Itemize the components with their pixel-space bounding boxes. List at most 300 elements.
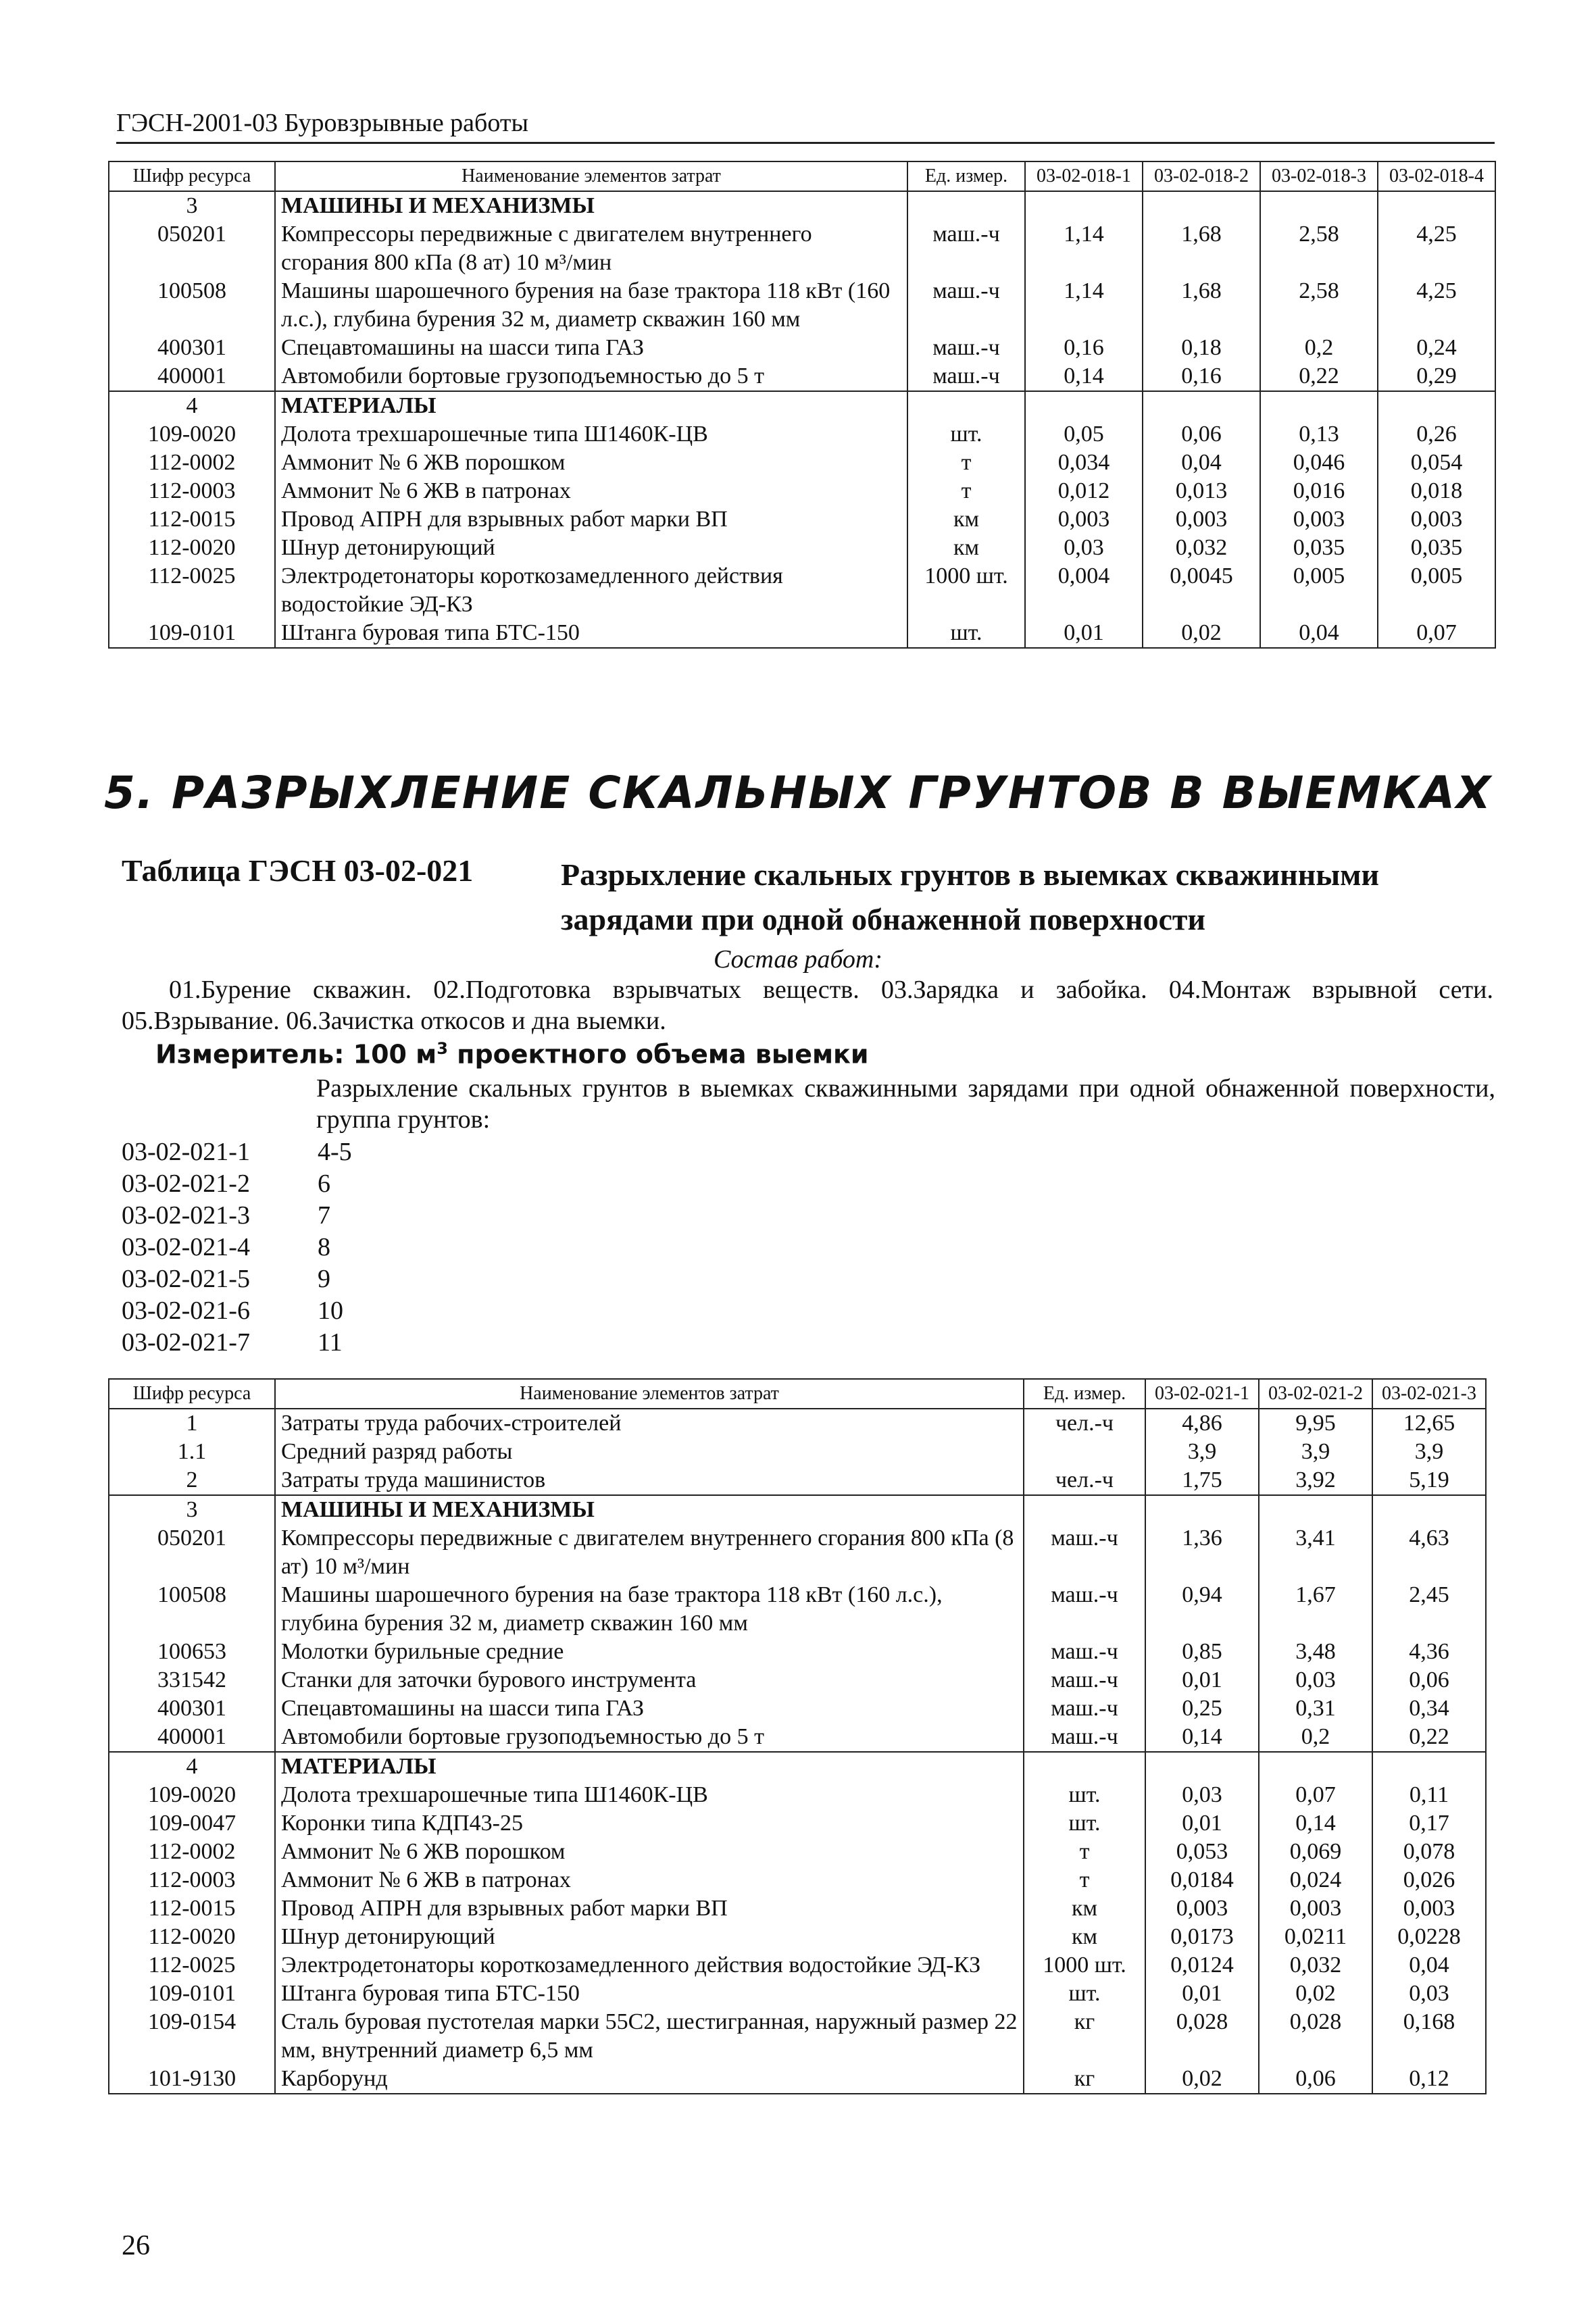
unit-cell: кг: [1024, 2065, 1145, 2094]
unit-cell: маш.-ч: [907, 220, 1025, 277]
value-cell: 0,07: [1378, 619, 1495, 648]
resource-name: Аммонит № 6 ЖВ в патронах: [275, 477, 907, 505]
column-header: Шифр ресурса: [109, 161, 275, 191]
unit-cell: шт.: [1024, 1809, 1145, 1838]
value-cell: 0,06: [1143, 420, 1260, 449]
resource-name: Машины шарошечного бурения на базе трактора 118 кВт (160 л.с.), глубина бурения 32 м, диаметр скважин 160 мм: [275, 277, 907, 334]
unit-cell: шт.: [1024, 1980, 1145, 2008]
unit-cell: шт.: [907, 420, 1025, 449]
value-cell: 0,0045: [1143, 562, 1260, 619]
group-row: [109, 191, 1495, 220]
value-cell: [1025, 191, 1143, 220]
value-cell: 2,45: [1372, 1581, 1486, 1638]
resource-code: 400001: [109, 1723, 275, 1752]
norm-code-row: [122, 1136, 352, 1168]
resource-code: 4: [109, 1752, 275, 1781]
value-cell: 0,003: [1378, 505, 1495, 534]
resource-code: 400301: [109, 1694, 275, 1723]
resource-name: Шнур детонирующий: [275, 1923, 1024, 1951]
resource-code: 109-0020: [109, 420, 275, 449]
resource-name: Затраты труда машинистов: [275, 1466, 1024, 1495]
value-cell: 0,004: [1025, 562, 1143, 619]
table-row: [109, 1666, 1486, 1694]
unit-cell: км: [1024, 1894, 1145, 1923]
table-row: [109, 1980, 1486, 2008]
value-cell: 0,22: [1372, 1723, 1486, 1752]
resource-code: 109-0047: [109, 1809, 275, 1838]
unit-cell: [1024, 1752, 1145, 1781]
value-cell: 0,12: [1372, 2065, 1486, 2094]
resource-code: 3: [109, 1495, 275, 1524]
column-header: 03-02-021-2: [1259, 1379, 1372, 1409]
unit-cell: маш.-ч: [907, 362, 1025, 391]
value-cell: 0,04: [1260, 619, 1378, 648]
table-row: [109, 534, 1495, 562]
resource-name: Молотки бурильные средние: [275, 1638, 1024, 1666]
table-row: [109, 1951, 1486, 1980]
value-cell: 0,01: [1145, 1980, 1259, 2008]
resource-code: 2: [109, 1466, 275, 1495]
value-cell: 0,13: [1260, 420, 1378, 449]
soil-group: 8: [318, 1233, 330, 1261]
value-cell: 0,31: [1259, 1694, 1372, 1723]
norm-code: 03-02-021-2: [122, 1169, 250, 1198]
value-cell: 1,14: [1025, 220, 1143, 277]
table-row: [109, 2065, 1486, 2094]
value-cell: 0,013: [1143, 477, 1260, 505]
resource-name: Долота трехшарошечные типа Ш1460К-ЦВ: [275, 420, 907, 449]
value-cell: 0,168: [1372, 2008, 1486, 2065]
resource-name: МАТЕРИАЛЫ: [275, 391, 907, 420]
value-cell: 0,054: [1378, 449, 1495, 477]
resource-name: Коронки типа КДП43-25: [275, 1809, 1024, 1838]
norm-code-row: [122, 1327, 352, 1359]
resource-code: 3: [109, 191, 275, 220]
unit-cell: маш.-ч: [1024, 1723, 1145, 1752]
table-title: Разрыхление скальных грунтов в выемках скважинными зарядами при одной обнаженной поверхности: [561, 857, 1380, 936]
value-cell: [1259, 1495, 1372, 1524]
unit-cell: км: [1024, 1923, 1145, 1951]
value-cell: 0,005: [1260, 562, 1378, 619]
resource-code: 050201: [109, 220, 275, 277]
value-cell: 4,25: [1378, 220, 1495, 277]
resource-name: Компрессоры передвижные с двигателем внутреннего сгорания 800 кПа (8 ат) 10 м³/мин: [275, 220, 907, 277]
value-cell: 3,48: [1259, 1638, 1372, 1666]
column-header: Ед. измер.: [1024, 1379, 1145, 1409]
value-cell: 0,003: [1260, 505, 1378, 534]
resource-code: 331542: [109, 1666, 275, 1694]
value-cell: 1,68: [1143, 220, 1260, 277]
table-row: [109, 1781, 1486, 1809]
unit-cell: маш.-ч: [1024, 1666, 1145, 1694]
value-cell: 0,05: [1025, 420, 1143, 449]
value-cell: 0,2: [1260, 334, 1378, 362]
group-row: [109, 391, 1495, 420]
norm-code: 03-02-021-7: [122, 1328, 250, 1357]
resource-name: Аммонит № 6 ЖВ порошком: [275, 1838, 1024, 1866]
column-header: 03-02-021-3: [1372, 1379, 1486, 1409]
value-cell: [1372, 1495, 1486, 1524]
unit-cell: км: [907, 505, 1025, 534]
value-cell: 0,024: [1259, 1866, 1372, 1894]
norm-code-row: [122, 1232, 352, 1263]
resource-name: Штанга буровая типа БТС-150: [275, 619, 907, 648]
table-row: [109, 449, 1495, 477]
table-row: [109, 1694, 1486, 1723]
value-cell: 0,25: [1145, 1694, 1259, 1723]
value-cell: 9,95: [1259, 1409, 1372, 1438]
value-cell: 0,03: [1372, 1980, 1486, 2008]
resource-code: 1.1: [109, 1438, 275, 1466]
value-cell: 0,11: [1372, 1781, 1486, 1809]
value-cell: [1260, 391, 1378, 420]
resource-code: 112-0003: [109, 1866, 275, 1894]
group-row: [109, 1752, 1486, 1781]
value-cell: 0,04: [1372, 1951, 1486, 1980]
resource-code: 112-0025: [109, 562, 275, 619]
resource-name: Спецавтомашины на шасси типа ГАЗ: [275, 334, 907, 362]
resource-code: 112-0015: [109, 1894, 275, 1923]
norm-code: 03-02-021-3: [122, 1201, 250, 1230]
unit-cell: шт.: [1024, 1781, 1145, 1809]
work-composition-heading: Состав работ:: [713, 945, 883, 974]
value-cell: 0,17: [1372, 1809, 1486, 1838]
table-row: [109, 1723, 1486, 1752]
soil-group: 6: [318, 1169, 330, 1198]
resource-code: 109-0020: [109, 1781, 275, 1809]
value-cell: 0,01: [1025, 619, 1143, 648]
table-header-row: [109, 161, 1495, 191]
column-header: Наименование элементов затрат: [275, 1379, 1024, 1409]
resource-name: Штанга буровая типа БТС-150: [275, 1980, 1024, 2008]
value-cell: 0,026: [1372, 1866, 1486, 1894]
value-cell: 0,01: [1145, 1809, 1259, 1838]
unit-cell: маш.-ч: [1024, 1524, 1145, 1581]
table-row: [109, 1466, 1486, 1495]
resource-name: Аммонит № 6 ЖВ в патронах: [275, 1866, 1024, 1894]
value-cell: 0,028: [1145, 2008, 1259, 2065]
unit-cell: чел.-ч: [1024, 1466, 1145, 1495]
table-row: [109, 1838, 1486, 1866]
resource-name: Карборунд: [275, 2065, 1024, 2094]
value-cell: [1143, 391, 1260, 420]
resource-name: МАШИНЫ И МЕХАНИЗМЫ: [275, 1495, 1024, 1524]
measure-unit: [155, 1039, 868, 1070]
value-cell: [1145, 1752, 1259, 1781]
value-cell: 0,03: [1259, 1666, 1372, 1694]
resource-code: 100508: [109, 1581, 275, 1638]
resource-code: 050201: [109, 1524, 275, 1581]
resource-name: Компрессоры передвижные с двигателем внутреннего сгорания 800 кПа (8 ат) 10 м³/мин: [275, 1524, 1024, 1581]
unit-cell: чел.-ч: [1024, 1409, 1145, 1438]
column-header: 03-02-018-1: [1025, 161, 1143, 191]
table-row: [109, 277, 1495, 334]
unit-cell: [1024, 1438, 1145, 1466]
resource-table-021: [108, 1378, 1487, 2094]
table-row: [109, 2008, 1486, 2065]
unit-cell: 1000 шт.: [907, 562, 1025, 619]
resource-name: Долота трехшарошечные типа Ш1460К-ЦВ: [275, 1781, 1024, 1809]
column-header: Наименование элементов затрат: [275, 161, 907, 191]
resource-name: МАТЕРИАЛЫ: [275, 1752, 1024, 1781]
table-header-row: [109, 1379, 1486, 1409]
unit-cell: т: [1024, 1838, 1145, 1866]
resource-name: Машины шарошечного бурения на базе трактора 118 кВт (160 л.с.), глубина бурения 32 м, диаметр скважин 160 мм: [275, 1581, 1024, 1638]
resource-code: 112-0020: [109, 1923, 275, 1951]
value-cell: 1,67: [1259, 1581, 1372, 1638]
table-row: [109, 477, 1495, 505]
value-cell: 0,14: [1145, 1723, 1259, 1752]
value-cell: 0,0184: [1145, 1866, 1259, 1894]
table-row: [109, 562, 1495, 619]
resource-code: 1: [109, 1409, 275, 1438]
value-cell: 12,65: [1372, 1409, 1486, 1438]
resource-code: 400301: [109, 334, 275, 362]
measure-tail: проектного объема выемки: [447, 1039, 869, 1070]
resource-code: 101-9130: [109, 2065, 275, 2094]
value-cell: [1260, 191, 1378, 220]
value-cell: 0,07: [1259, 1781, 1372, 1809]
value-cell: [1378, 391, 1495, 420]
value-cell: 0,078: [1372, 1838, 1486, 1866]
value-cell: 0,0173: [1145, 1923, 1259, 1951]
unit-cell: км: [907, 534, 1025, 562]
table-row: [109, 1923, 1486, 1951]
value-cell: 0,0211: [1259, 1923, 1372, 1951]
norm-code: 03-02-021-1: [122, 1138, 250, 1166]
value-cell: 4,36: [1372, 1638, 1486, 1666]
resource-name: Электродетонаторы короткозамедленного действия водостойкие ЭД-КЗ: [275, 1951, 1024, 1980]
value-cell: 0,003: [1259, 1894, 1372, 1923]
value-cell: 0,0228: [1372, 1923, 1486, 1951]
norm-code: 03-02-021-6: [122, 1297, 250, 1325]
group-row: [109, 1495, 1486, 1524]
value-cell: 0,035: [1260, 534, 1378, 562]
resource-code: 112-0025: [109, 1951, 275, 1980]
table-row: [109, 420, 1495, 449]
value-cell: 0,034: [1025, 449, 1143, 477]
measure-label: Измеритель: 100 м: [155, 1039, 437, 1070]
value-cell: 0,14: [1025, 362, 1143, 391]
resource-code: 100653: [109, 1638, 275, 1666]
resource-name: Провод АПРН для взрывных работ марки ВП: [275, 1894, 1024, 1923]
unit-cell: т: [907, 449, 1025, 477]
column-header: Шифр ресурса: [109, 1379, 275, 1409]
unit-cell: маш.-ч: [1024, 1581, 1145, 1638]
value-cell: 0,02: [1143, 619, 1260, 648]
value-cell: 0,04: [1143, 449, 1260, 477]
table-label: Таблица ГЭСН 03-02-021: [122, 853, 474, 888]
value-cell: 0,0124: [1145, 1951, 1259, 1980]
value-cell: 1,36: [1145, 1524, 1259, 1581]
resource-code: 109-0154: [109, 2008, 275, 2065]
value-cell: 0,003: [1025, 505, 1143, 534]
resource-code: 112-0002: [109, 449, 275, 477]
resource-name: Автомобили бортовые грузоподъемностью до 5 т: [275, 362, 907, 391]
value-cell: 0,035: [1378, 534, 1495, 562]
value-cell: 4,63: [1372, 1524, 1486, 1581]
resource-name: Спецавтомашины на шасси типа ГАЗ: [275, 1694, 1024, 1723]
value-cell: 0,03: [1145, 1781, 1259, 1809]
value-cell: 0,003: [1372, 1894, 1486, 1923]
resource-name: Средний разряд работы: [275, 1438, 1024, 1466]
value-cell: 1,14: [1025, 277, 1143, 334]
value-cell: [1372, 1752, 1486, 1781]
value-cell: 3,9: [1145, 1438, 1259, 1466]
norm-code: 03-02-021-4: [122, 1233, 250, 1261]
group-row: [109, 1409, 1486, 1438]
measure-exponent: 3: [437, 1039, 448, 1058]
value-cell: 0,018: [1378, 477, 1495, 505]
value-cell: 0,02: [1145, 2065, 1259, 2094]
unit-cell: маш.-ч: [1024, 1694, 1145, 1723]
resource-name: Станки для заточки бурового инструмента: [275, 1666, 1024, 1694]
column-header: Ед. измер.: [907, 161, 1025, 191]
value-cell: 0,053: [1145, 1838, 1259, 1866]
resource-code: 400001: [109, 362, 275, 391]
value-cell: 0,003: [1143, 505, 1260, 534]
resource-name: Шнур детонирующий: [275, 534, 907, 562]
norm-code-row: [122, 1295, 352, 1327]
value-cell: 0,2: [1259, 1723, 1372, 1752]
value-cell: 5,19: [1372, 1466, 1486, 1495]
column-header: 03-02-018-2: [1143, 161, 1260, 191]
table-row: [109, 1581, 1486, 1638]
page-header: ГЭСН-2001-03 Буровзрывные работы: [116, 108, 1495, 144]
resource-table-018: [108, 161, 1496, 649]
norm-code-list: [122, 1136, 352, 1359]
resource-code: 112-0020: [109, 534, 275, 562]
resource-code: 112-0002: [109, 1838, 275, 1866]
norm-code-row: [122, 1168, 352, 1200]
section-title: 5. РАЗРЫХЛЕНИЕ СКАЛЬНЫХ ГРУНТОВ В ВЫЕМКАХ: [103, 767, 1493, 819]
value-cell: 0,016: [1260, 477, 1378, 505]
unit-cell: [907, 191, 1025, 220]
value-cell: 0,032: [1143, 534, 1260, 562]
value-cell: 1,68: [1143, 277, 1260, 334]
resource-code: 112-0003: [109, 477, 275, 505]
value-cell: [1143, 191, 1260, 220]
value-cell: [1145, 1495, 1259, 1524]
table-row: [109, 1866, 1486, 1894]
column-header: 03-02-021-1: [1145, 1379, 1259, 1409]
norm-description: Разрыхление скальных грунтов в выемках скважинными зарядами при одной обнаженной поверхности, группа грунтов:: [316, 1074, 1495, 1134]
resource-code: 100508: [109, 277, 275, 334]
resource-name: Электродетонаторы короткозамедленного действия водостойкие ЭД-КЗ: [275, 562, 907, 619]
value-cell: 0,94: [1145, 1581, 1259, 1638]
value-cell: 0,24: [1378, 334, 1495, 362]
value-cell: 0,06: [1372, 1666, 1486, 1694]
value-cell: 0,069: [1259, 1838, 1372, 1866]
unit-cell: маш.-ч: [1024, 1638, 1145, 1666]
resource-code: 109-0101: [109, 1980, 275, 2008]
resource-name: Автомобили бортовые грузоподъемностью до 5 т: [275, 1723, 1024, 1752]
table-row: [109, 1438, 1486, 1466]
value-cell: 0,16: [1025, 334, 1143, 362]
norm-code-row: [122, 1200, 352, 1232]
value-cell: 0,003: [1145, 1894, 1259, 1923]
value-cell: 2,58: [1260, 277, 1378, 334]
unit-cell: шт.: [907, 619, 1025, 648]
resource-code: 112-0015: [109, 505, 275, 534]
work-composition-text: 01.Бурение скважин. 02.Подготовка взрывчатых веществ. 03.Зарядка и забойка. 04.Монтаж взрывной сети. 05.Взрывание. 06.Зачистка откосов и дна выемки.: [122, 976, 1493, 1035]
value-cell: 0,06: [1259, 2065, 1372, 2094]
unit-cell: маш.-ч: [907, 334, 1025, 362]
value-cell: [1259, 1752, 1372, 1781]
soil-group: 11: [318, 1328, 343, 1357]
norm-code-row: [122, 1263, 352, 1295]
unit-cell: [1024, 1495, 1145, 1524]
value-cell: 4,25: [1378, 277, 1495, 334]
value-cell: 0,012: [1025, 477, 1143, 505]
value-cell: 0,18: [1143, 334, 1260, 362]
unit-cell: 1000 шт.: [1024, 1951, 1145, 1980]
value-cell: 0,34: [1372, 1694, 1486, 1723]
value-cell: 0,032: [1259, 1951, 1372, 1980]
resource-code: 4: [109, 391, 275, 420]
unit-cell: кг: [1024, 2008, 1145, 2065]
value-cell: 3,9: [1372, 1438, 1486, 1466]
soil-group: 7: [318, 1201, 330, 1230]
resource-name: Сталь буровая пустотелая марки 55С2, шестигранная, наружный размер 22 мм, внутренний диаметр 6,5 мм: [275, 2008, 1024, 2065]
resource-name: МАШИНЫ И МЕХАНИЗМЫ: [275, 191, 907, 220]
value-cell: 0,26: [1378, 420, 1495, 449]
value-cell: 0,02: [1259, 1980, 1372, 2008]
value-cell: 1,75: [1145, 1466, 1259, 1495]
value-cell: 0,046: [1260, 449, 1378, 477]
value-cell: 3,9: [1259, 1438, 1372, 1466]
value-cell: 0,85: [1145, 1638, 1259, 1666]
unit-cell: т: [907, 477, 1025, 505]
resource-code: 109-0101: [109, 619, 275, 648]
value-cell: 0,028: [1259, 2008, 1372, 2065]
column-header: 03-02-018-4: [1378, 161, 1495, 191]
value-cell: 4,86: [1145, 1409, 1259, 1438]
resource-name: Затраты труда рабочих-строителей: [275, 1409, 1024, 1438]
value-cell: 0,22: [1260, 362, 1378, 391]
value-cell: [1025, 391, 1143, 420]
norm-code: 03-02-021-5: [122, 1265, 250, 1293]
value-cell: 0,29: [1378, 362, 1495, 391]
table-row: [109, 1524, 1486, 1581]
table-row: [109, 505, 1495, 534]
table-row: [109, 362, 1495, 391]
soil-group: 9: [318, 1265, 330, 1293]
page-number: 26: [122, 2230, 150, 2261]
value-cell: 2,58: [1260, 220, 1378, 277]
table-row: [109, 334, 1495, 362]
table-row: [109, 1894, 1486, 1923]
resource-name: Провод АПРН для взрывных работ марки ВП: [275, 505, 907, 534]
value-cell: 0,005: [1378, 562, 1495, 619]
table-row: [109, 1638, 1486, 1666]
unit-cell: т: [1024, 1866, 1145, 1894]
soil-group: 4-5: [318, 1138, 352, 1166]
unit-cell: [907, 391, 1025, 420]
column-header: 03-02-018-3: [1260, 161, 1378, 191]
value-cell: 0,16: [1143, 362, 1260, 391]
value-cell: 3,92: [1259, 1466, 1372, 1495]
unit-cell: маш.-ч: [907, 277, 1025, 334]
value-cell: 0,14: [1259, 1809, 1372, 1838]
value-cell: 0,01: [1145, 1666, 1259, 1694]
value-cell: 3,41: [1259, 1524, 1372, 1581]
table-row: [109, 619, 1495, 648]
value-cell: 0,03: [1025, 534, 1143, 562]
table-row: [109, 1809, 1486, 1838]
value-cell: [1378, 191, 1495, 220]
resource-name: Аммонит № 6 ЖВ порошком: [275, 449, 907, 477]
